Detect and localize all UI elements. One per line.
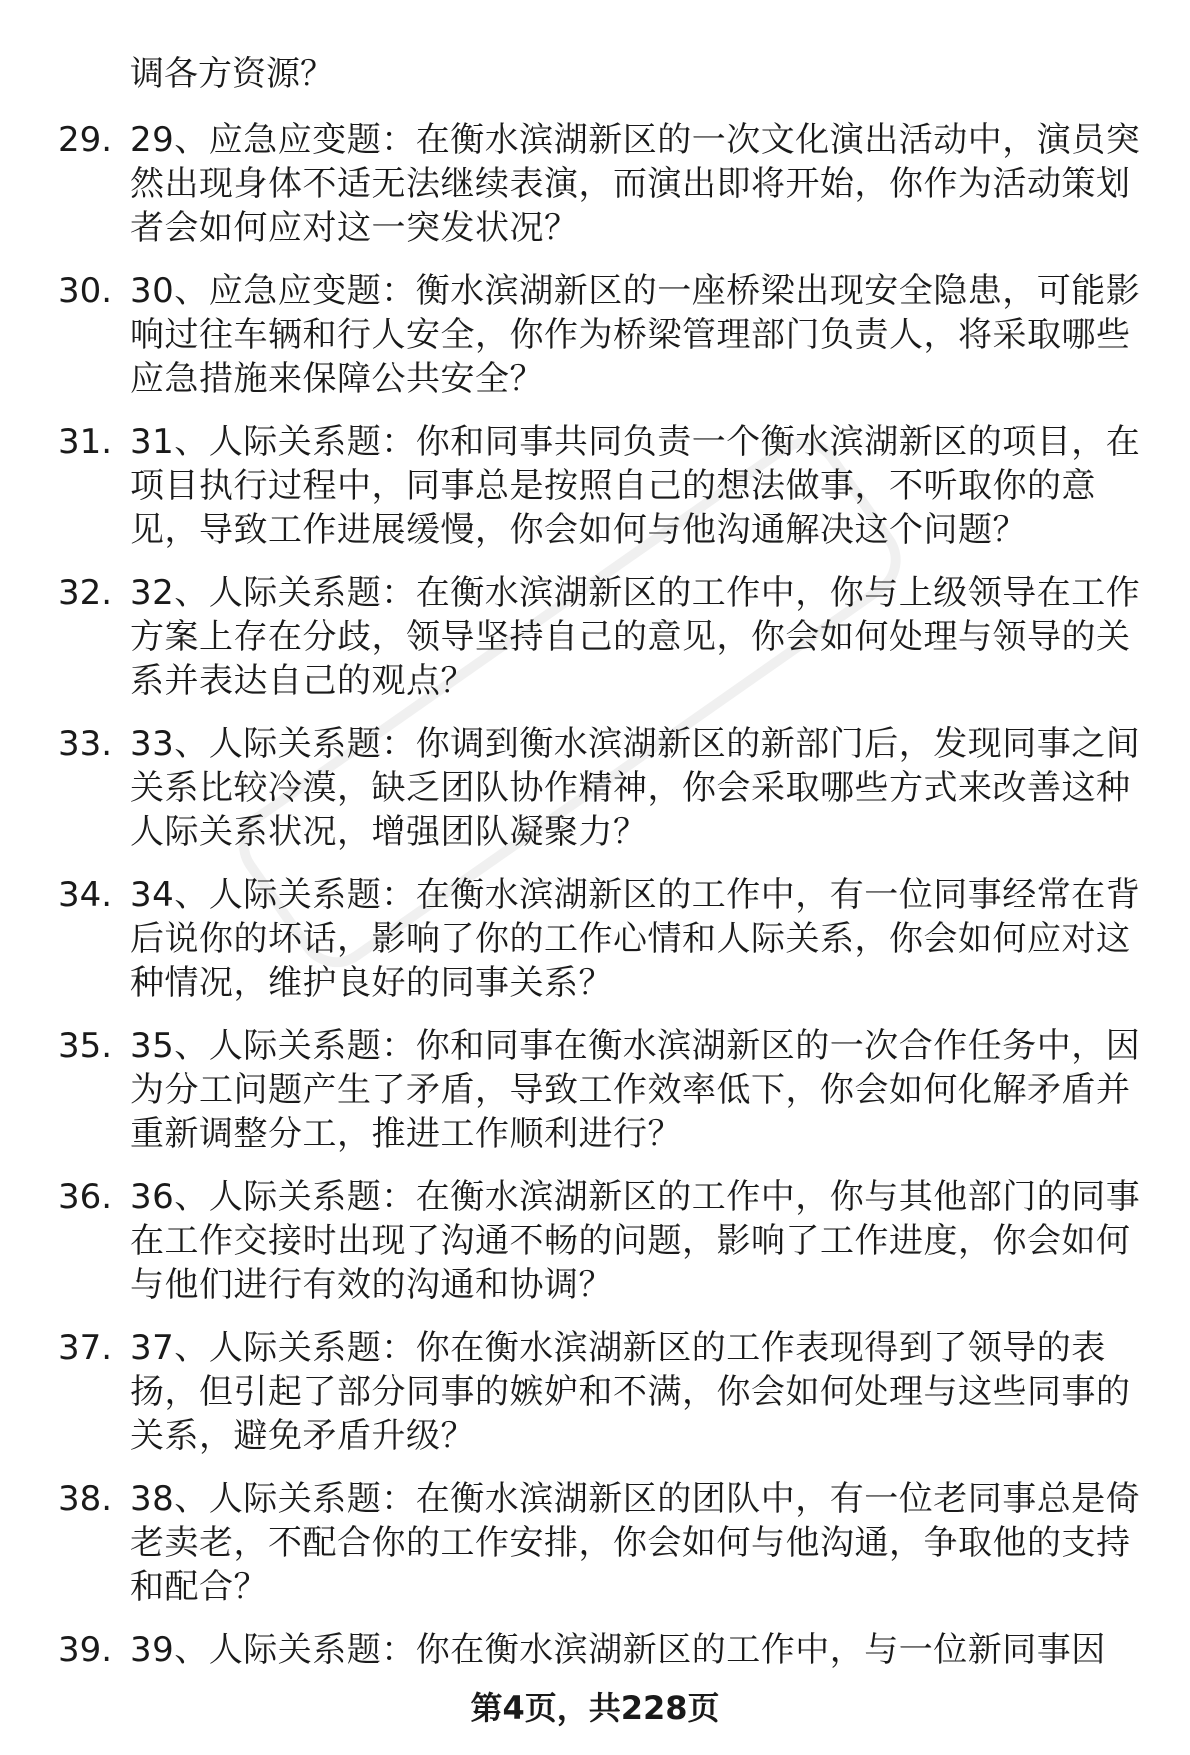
- question-text: 33、人际关系题：你调到衡水滨湖新区的新部门后，发现同事之间关系比较冷漠，缺乏团队协作精神，你会采取哪些方式来改善这种人际关系状况，增强团队凝聚力？: [130, 724, 1141, 852]
- question-number: 34.: [58, 875, 113, 915]
- question-text: 34、人际关系题：在衡水滨湖新区的工作中，有一位同事经常在背后说你的坏话，影响了你的工作心情和人际关系，你会如何应对这种情况，维护良好的同事关系？: [130, 875, 1141, 1003]
- continuation-text: 调各方资源？: [130, 54, 334, 94]
- question-item: [0, 1024, 1190, 1156]
- question-item: [0, 1477, 1190, 1609]
- question-text: 35、人际关系题：你和同事在衡水滨湖新区的一次合作任务中，因为分工问题产生了矛盾，导致工作效率低下，你会如何化解矛盾并重新调整分工，推进工作顺利进行？: [130, 1026, 1141, 1154]
- question-number: 35.: [58, 1026, 113, 1066]
- question-text: 36、人际关系题：在衡水滨湖新区的工作中，你与其他部门的同事在工作交接时出现了沟通不畅的问题，影响了工作进度，你会如何与他们进行有效的沟通和协调？: [130, 1177, 1141, 1305]
- question-number: 36.: [58, 1177, 113, 1217]
- question-text: 37、人际关系题：你在衡水滨湖新区的工作表现得到了领导的表扬，但引起了部分同事的嫉妒和不满，你会如何处理与这些同事的关系，避免矛盾升级？: [130, 1328, 1131, 1456]
- question-item: [0, 1628, 1190, 1672]
- question-text: 29、应急应变题：在衡水滨湖新区的一次文化演出活动中，演员突然出现身体不适无法继续表演，而演出即将开始，你作为活动策划者会如何应对这一突发状况？: [130, 120, 1141, 248]
- question-item: [0, 269, 1190, 401]
- question-number: 29.: [58, 120, 113, 160]
- question-item: [0, 873, 1190, 1005]
- question-text: 39、人际关系题：你在衡水滨湖新区的工作中，与一位新同事因: [130, 1630, 1106, 1670]
- question-number: 37.: [58, 1328, 113, 1368]
- question-number: 38.: [58, 1479, 113, 1519]
- question-number: 30.: [58, 271, 113, 311]
- question-item: [0, 722, 1190, 854]
- question-number: 39.: [58, 1630, 113, 1670]
- question-item: [0, 1175, 1190, 1307]
- question-list: [0, 118, 1190, 1691]
- question-text: 31、人际关系题：你和同事共同负责一个衡水滨湖新区的项目，在项目执行过程中，同事总是按照自己的想法做事，不听取你的意见，导致工作进展缓慢，你会如何与他沟通解决这个问题？: [130, 422, 1141, 550]
- page-number-footer: 第4页，共228页: [470, 1689, 720, 1727]
- question-text: 38、人际关系题：在衡水滨湖新区的团队中，有一位老同事总是倚老卖老，不配合你的工作安排，你会如何与他沟通，争取他的支持和配合？: [130, 1479, 1141, 1607]
- question-item: [0, 420, 1190, 552]
- question-text: 32、人际关系题：在衡水滨湖新区的工作中，你与上级领导在工作方案上存在分歧，领导坚持自己的意见，你会如何处理与领导的关系并表达自己的观点？: [130, 573, 1141, 701]
- question-item: [0, 1326, 1190, 1458]
- question-number: 32.: [58, 573, 113, 613]
- question-number: 31.: [58, 422, 113, 462]
- question-number: 33.: [58, 724, 113, 764]
- question-text: 30、应急应变题：衡水滨湖新区的一座桥梁出现安全隐患，可能影响过往车辆和行人安全，你作为桥梁管理部门负责人，将采取哪些应急措施来保障公共安全？: [130, 271, 1141, 399]
- question-item: [0, 571, 1190, 703]
- question-item: [0, 118, 1190, 250]
